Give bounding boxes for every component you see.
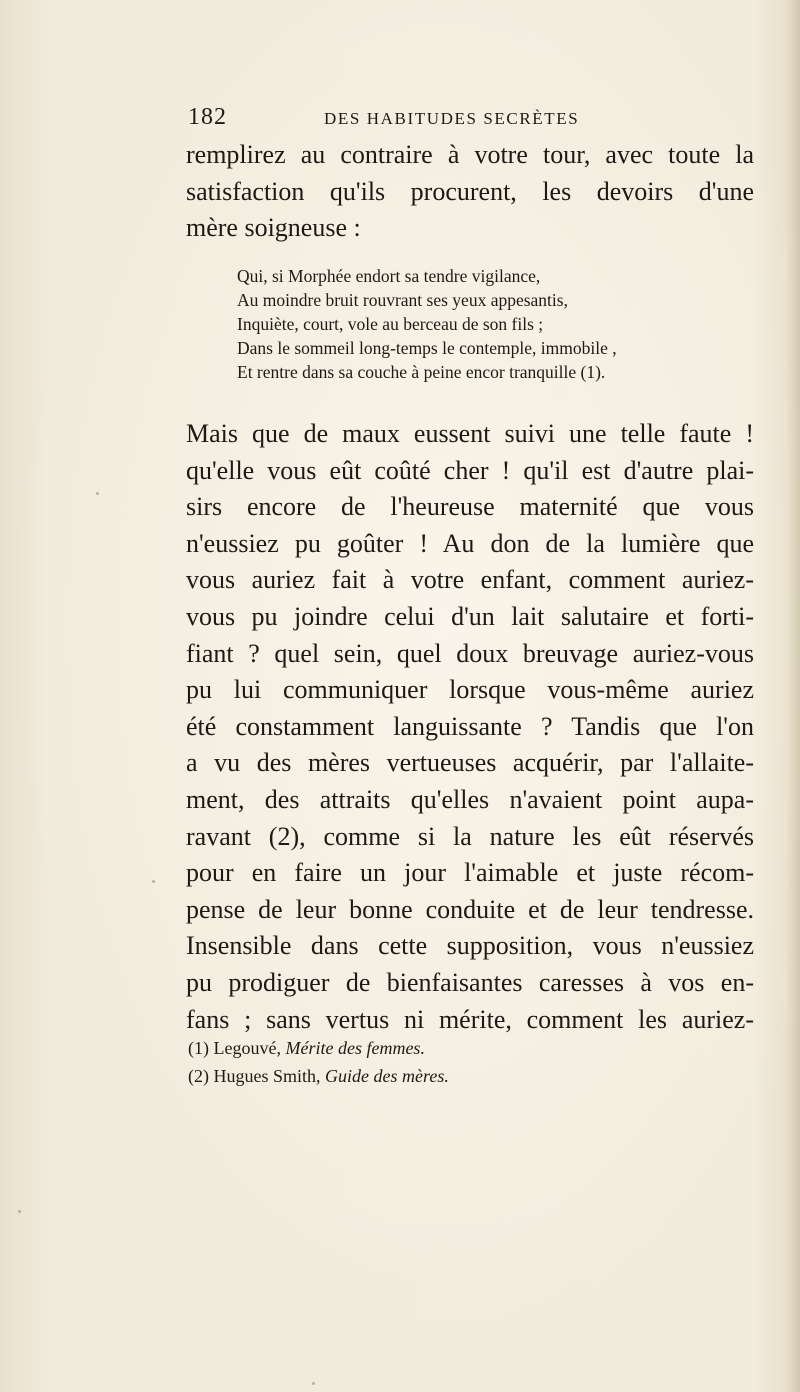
text-line: fans ; sans vertus ni mérite, comment les auriez- <box>186 1004 754 1034</box>
text-line: pense de leur bonne conduite et de leur tendresse. <box>186 894 754 924</box>
footnote-2 <box>188 1062 449 1090</box>
paper-speck <box>18 1210 21 1213</box>
footnote-marker: (1) <box>188 1038 209 1058</box>
footnote-work: Mérite des femmes. <box>285 1038 425 1058</box>
text-line: a vu des mères vertueuses acquérir, par l'allaite- <box>186 748 754 778</box>
text-line: Insensible dans cette supposition, vous n'eussiez <box>186 931 754 961</box>
footnote-marker: (2) <box>188 1066 209 1086</box>
verse-line: Inquiète, court, vole au berceau de son fils ; <box>237 314 544 334</box>
text-line: ravant (2), comme si la nature les eût réservés <box>186 821 754 851</box>
paper-speck <box>96 492 99 495</box>
text-line: vous pu joindre celui d'un lait salutaire et forti- <box>186 601 754 631</box>
footnotes <box>188 1034 449 1090</box>
footnote-1 <box>188 1034 449 1062</box>
text-line: pour en faire un jour l'aimable et juste récom- <box>186 858 754 888</box>
running-head: DES HABITUDES SECRÈTES <box>324 109 580 128</box>
text-line: qu'elle vous eût coûté cher ! qu'il est d'autre plai- <box>186 455 754 485</box>
paragraph-2 <box>186 416 754 1038</box>
paragraph-1 <box>186 137 754 247</box>
paper-speck <box>312 1382 315 1385</box>
verse-line: Et rentre dans sa couche à peine encor tranquille (1). <box>237 362 606 382</box>
footnote-author: Legouvé, <box>213 1038 281 1058</box>
page-number: 182 <box>188 104 227 130</box>
footnote-author: Hugues Smith, <box>213 1066 321 1086</box>
text-line: remplirez au contraire à votre tour, avec toute la <box>186 140 754 169</box>
text-line: été constamment languissante ? Tandis que l'on <box>186 711 754 741</box>
text-line: mère soigneuse : <box>186 213 361 243</box>
page-header <box>188 104 756 134</box>
text-line: ment, des attraits qu'elles n'avaient point aupa- <box>186 784 754 814</box>
text-line: sirs encore de l'heureuse maternité que vous <box>186 492 754 522</box>
text-line: vous auriez fait à votre enfant, comment auriez- <box>186 565 754 595</box>
text-line: n'eussiez pu goûter ! Au don de la lumière que <box>186 528 754 558</box>
text-line: satisfaction qu'ils procurent, les devoirs d'une <box>186 176 754 206</box>
verse-line: Dans le sommeil long-temps le contemple, immobile , <box>237 338 617 358</box>
verse-line: Qui, si Morphée endort sa tendre vigilance, <box>237 266 541 286</box>
footnote-work: Guide des mères. <box>325 1066 449 1086</box>
text-line: fiant ? quel sein, quel doux breuvage auriez-vous <box>186 638 754 668</box>
verse-line: Au moindre bruit rouvrant ses yeux appesantis, <box>237 290 568 310</box>
text-line: pu lui communiquer lorsque vous-même auriez <box>186 675 754 705</box>
page-edge-shadow <box>786 0 800 1392</box>
text-line: pu prodiguer de bienfaisantes caresses à vos en- <box>186 967 754 997</box>
verse-quotation <box>237 264 617 384</box>
text-line: Mais que de maux eussent suivi une telle faute ! <box>186 419 754 448</box>
paper-speck <box>152 880 155 883</box>
